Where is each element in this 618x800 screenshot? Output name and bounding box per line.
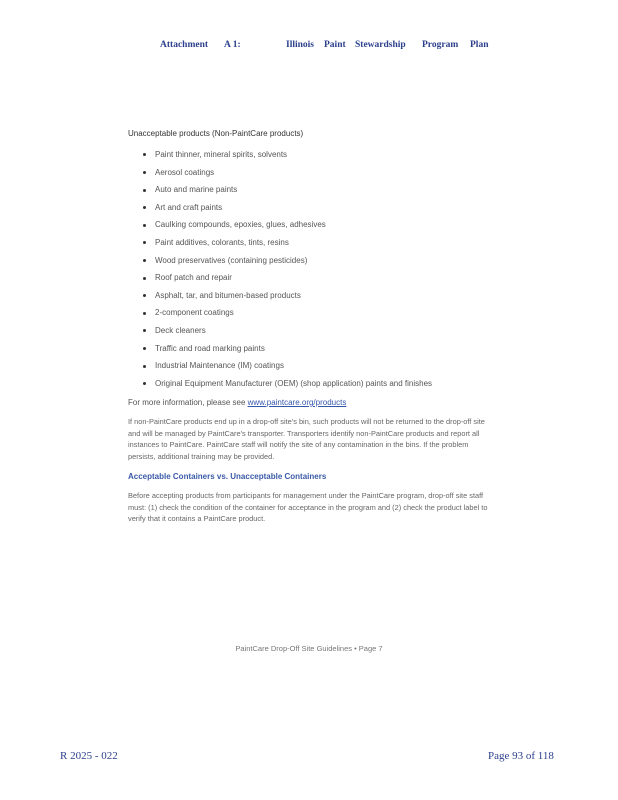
list-item-text: Deck cleaners (155, 325, 206, 335)
list-item-text: Roof patch and repair (155, 273, 232, 283)
list-item (128, 304, 432, 322)
bullet-icon (143, 224, 146, 227)
bullet-icon (143, 329, 146, 332)
list-item-text: Asphalt, tar, and bitumen-based products (155, 290, 301, 300)
list-item (128, 252, 432, 270)
bullet-icon (143, 206, 146, 209)
bullet-icon (143, 241, 146, 244)
bullet-icon (143, 277, 146, 280)
header-paint: Paint (324, 40, 346, 50)
products-link[interactable]: www.paintcare.org/products (247, 398, 347, 407)
list-item (128, 164, 432, 182)
bullet-icon (143, 259, 146, 262)
list-item (128, 357, 432, 375)
bullet-icon (143, 365, 146, 368)
list-item (128, 287, 432, 305)
more-info-line (128, 398, 346, 407)
list-item (128, 199, 432, 217)
list-item-text: Caulking compounds, epoxies, glues, adhesives (155, 220, 326, 230)
list-item-text: 2-component coatings (155, 308, 234, 318)
list-item (128, 234, 432, 252)
list-item-text: Wood preservatives (containing pesticides) (155, 255, 308, 265)
bullet-icon (143, 294, 146, 297)
list-item-text: Paint additives, colorants, tints, resins (155, 237, 289, 247)
header-a1: A 1: (224, 40, 241, 50)
bullet-icon (143, 189, 146, 192)
bullet-icon (143, 312, 146, 315)
header-attachment: Attachment (160, 40, 209, 50)
list-item (128, 216, 432, 234)
contamination-paragraph: If non-PaintCare products end up in a drop-off site's bin, such products will not be returned to the drop-off site and will be managed by PaintCare's transporter. Transporters identify non-PaintCare products and report all instances to PaintCare. PaintCare staff will notify the site of any contamination in the bins. If the problem persists, additional training may be provided. (128, 417, 485, 461)
list-item-text: Original Equipment Manufacturer (OEM) (shop application) paints and finishes (155, 378, 433, 388)
list-item (128, 181, 432, 199)
header-plan: Plan (470, 40, 489, 50)
unacceptable-products-list (128, 146, 432, 392)
section-title: Unacceptable products (Non-PaintCare products) (128, 129, 304, 138)
attachment-header (160, 40, 488, 50)
document-number: R 2025 - 022 (60, 750, 118, 762)
bullet-icon (143, 347, 146, 350)
list-item-text: Aerosol coatings (155, 167, 215, 177)
list-item-text: Traffic and road marking paints (155, 343, 265, 353)
list-item-text: Paint thinner, mineral spirits, solvents (155, 150, 288, 159)
inner-page-footer: PaintCare Drop-Off Site Guidelines • Page 7 (235, 644, 383, 653)
list-item-text: Industrial Maintenance (IM) coatings (155, 361, 284, 371)
more-info-text: For more information, please see (128, 398, 246, 407)
header-illinois: Illinois (286, 40, 314, 50)
list-item-text: Auto and marine paints (155, 185, 238, 195)
list-item (128, 322, 432, 340)
containers-paragraph: Before accepting products from participants for management under the PaintCare program, drop-off site staff must: (1) check the condition of the container for acceptance in the program and (2) check the product label to verify that it contains a PaintCare product. (128, 491, 488, 523)
list-item (128, 269, 432, 287)
list-item (128, 146, 432, 164)
bullet-icon (143, 171, 146, 174)
list-item-text: Art and craft paints (155, 202, 223, 212)
bullet-icon (143, 153, 146, 156)
bullet-icon (143, 382, 146, 385)
list-item (128, 340, 432, 358)
containers-subheading: Acceptable Containers vs. Unacceptable Containers (128, 472, 327, 481)
header-stewardship: Stewardship (355, 40, 406, 50)
page-number: Page 93 of 118 (488, 750, 554, 762)
header-program: Program (422, 40, 459, 50)
list-item (128, 375, 432, 393)
